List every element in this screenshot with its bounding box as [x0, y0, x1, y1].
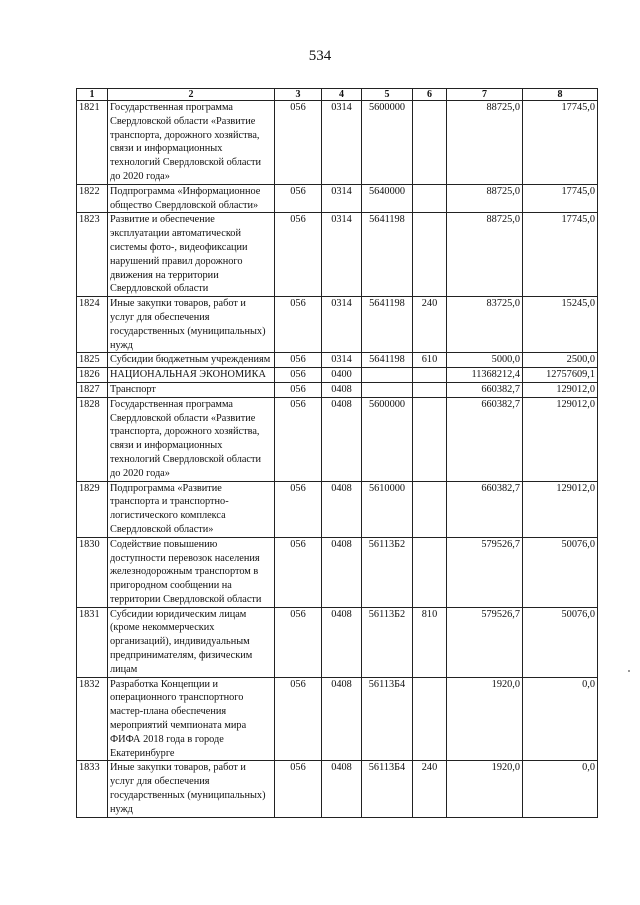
table-row [77, 353, 598, 368]
row-code-4: 0400 [322, 368, 362, 383]
row-code-4: 0314 [322, 297, 362, 353]
table-header-row [77, 89, 598, 101]
column-header: 8 [523, 89, 598, 101]
row-code-5 [362, 368, 413, 383]
row-name: Субсидии бюджетным учреждениям [108, 353, 275, 368]
row-name: Подпрограмма «Информационное общество Свердловской области» [108, 184, 275, 213]
row-amount-8: 129012,0 [523, 481, 598, 537]
row-code-5: 5641198 [362, 297, 413, 353]
row-number: 1831 [77, 607, 108, 677]
row-code-6 [413, 382, 447, 397]
row-code-6: 240 [413, 761, 447, 817]
row-code-3: 056 [275, 397, 322, 481]
row-code-5 [362, 382, 413, 397]
row-code-5: 5600000 [362, 101, 413, 185]
row-amount-8: 50076,0 [523, 537, 598, 607]
table-row [77, 213, 598, 297]
row-number: 1832 [77, 677, 108, 761]
row-number: 1826 [77, 368, 108, 383]
row-code-3: 056 [275, 607, 322, 677]
row-amount-7: 83725,0 [447, 297, 523, 353]
row-code-6 [413, 368, 447, 383]
table-row [77, 481, 598, 537]
column-header: 1 [77, 89, 108, 101]
column-header: 5 [362, 89, 413, 101]
row-code-5: 5640000 [362, 184, 413, 213]
row-name: НАЦИОНАЛЬНАЯ ЭКОНОМИКА [108, 368, 275, 383]
row-amount-7: 5000,0 [447, 353, 523, 368]
row-name: Иные закупки товаров, работ и услуг для обеспечения государственных (муниципальных) нужд [108, 761, 275, 817]
row-amount-8: 0,0 [523, 677, 598, 761]
row-code-3: 056 [275, 481, 322, 537]
row-code-3: 056 [275, 353, 322, 368]
row-code-6 [413, 397, 447, 481]
row-name: Транспорт [108, 382, 275, 397]
table-row [77, 397, 598, 481]
row-amount-8: 129012,0 [523, 397, 598, 481]
row-code-3: 056 [275, 368, 322, 383]
row-amount-7: 1920,0 [447, 677, 523, 761]
row-code-4: 0408 [322, 677, 362, 761]
row-amount-8: 17745,0 [523, 101, 598, 185]
row-code-4: 0408 [322, 761, 362, 817]
table-body [77, 101, 598, 818]
row-amount-7: 11368212,4 [447, 368, 523, 383]
row-code-3: 056 [275, 184, 322, 213]
row-code-4: 0408 [322, 481, 362, 537]
row-amount-7: 660382,7 [447, 397, 523, 481]
page-number: 534 [308, 48, 332, 64]
row-amount-7: 579526,7 [447, 607, 523, 677]
column-header: 2 [108, 89, 275, 101]
budget-table [76, 88, 598, 818]
row-code-6: 810 [413, 607, 447, 677]
row-code-4: 0408 [322, 382, 362, 397]
row-number: 1821 [77, 101, 108, 185]
table-row [77, 297, 598, 353]
row-number: 1829 [77, 481, 108, 537]
row-amount-7: 579526,7 [447, 537, 523, 607]
row-amount-8: 17745,0 [523, 184, 598, 213]
row-name: Субсидии юридическим лицам (кроме некоммерческих организаций), индивидуальным предпринимателям, физическим лицам [108, 607, 275, 677]
row-amount-8: 0,0 [523, 761, 598, 817]
row-code-5: 5641198 [362, 353, 413, 368]
row-code-6 [413, 537, 447, 607]
row-number: 1827 [77, 382, 108, 397]
row-code-5: 56113Б4 [362, 677, 413, 761]
row-code-3: 056 [275, 537, 322, 607]
row-code-5: 56113Б4 [362, 761, 413, 817]
row-amount-8: 2500,0 [523, 353, 598, 368]
column-header: 6 [413, 89, 447, 101]
row-amount-8: 12757609,1 [523, 368, 598, 383]
row-code-4: 0314 [322, 213, 362, 297]
table-row [77, 677, 598, 761]
scan-speck [628, 670, 630, 672]
row-code-4: 0408 [322, 607, 362, 677]
row-name: Подпрограмма «Развитие транспорта и транспортно-логистического комплекса Свердловской области» [108, 481, 275, 537]
row-amount-7: 660382,7 [447, 382, 523, 397]
row-code-6 [413, 213, 447, 297]
row-code-5: 56113Б2 [362, 537, 413, 607]
row-code-4: 0314 [322, 101, 362, 185]
row-code-6 [413, 481, 447, 537]
row-code-3: 056 [275, 761, 322, 817]
row-code-3: 056 [275, 213, 322, 297]
column-header: 7 [447, 89, 523, 101]
row-amount-7: 88725,0 [447, 101, 523, 185]
column-header: 4 [322, 89, 362, 101]
row-number: 1824 [77, 297, 108, 353]
column-header: 3 [275, 89, 322, 101]
row-name: Государственная программа Свердловской области «Развитие транспорта, дорожного хозяйства, связи и информационных технологий Свердловской области до 2020 года» [108, 101, 275, 185]
table-row [77, 368, 598, 383]
row-code-5: 5610000 [362, 481, 413, 537]
row-code-6: 610 [413, 353, 447, 368]
row-code-3: 056 [275, 101, 322, 185]
table-row [77, 761, 598, 817]
row-code-3: 056 [275, 677, 322, 761]
row-code-6 [413, 677, 447, 761]
row-code-4: 0408 [322, 537, 362, 607]
table-row [77, 382, 598, 397]
row-name: Содействие повышению доступности перевозок населения железнодорожным транспортом в пригородном сообщении на территории Свердловской области [108, 537, 275, 607]
table-row [77, 184, 598, 213]
row-code-3: 056 [275, 382, 322, 397]
row-amount-8: 129012,0 [523, 382, 598, 397]
row-code-5: 56113Б2 [362, 607, 413, 677]
row-amount-7: 88725,0 [447, 213, 523, 297]
row-amount-8: 15245,0 [523, 297, 598, 353]
row-name: Разработка Концепции и операционного транспортного мастер-плана обеспечения мероприятий чемпионата мира ФИФА 2018 года в городе Екатеринбурге [108, 677, 275, 761]
row-number: 1822 [77, 184, 108, 213]
row-code-6 [413, 101, 447, 185]
row-number: 1825 [77, 353, 108, 368]
row-name: Государственная программа Свердловской области «Развитие транспорта, дорожного хозяйства, связи и информационных технологий Свердловской области до 2020 года» [108, 397, 275, 481]
row-number: 1823 [77, 213, 108, 297]
row-code-3: 056 [275, 297, 322, 353]
row-amount-7: 1920,0 [447, 761, 523, 817]
row-code-6: 240 [413, 297, 447, 353]
row-number: 1828 [77, 397, 108, 481]
table-row [77, 101, 598, 185]
row-amount-7: 660382,7 [447, 481, 523, 537]
row-code-4: 0314 [322, 184, 362, 213]
row-amount-7: 88725,0 [447, 184, 523, 213]
row-name: Иные закупки товаров, работ и услуг для обеспечения государственных (муниципальных) нужд [108, 297, 275, 353]
table-row [77, 537, 598, 607]
row-code-4: 0314 [322, 353, 362, 368]
row-number: 1830 [77, 537, 108, 607]
row-code-5: 5641198 [362, 213, 413, 297]
row-code-4: 0408 [322, 397, 362, 481]
table-row [77, 607, 598, 677]
row-amount-8: 50076,0 [523, 607, 598, 677]
row-number: 1833 [77, 761, 108, 817]
row-amount-8: 17745,0 [523, 213, 598, 297]
row-code-6 [413, 184, 447, 213]
row-code-5: 5600000 [362, 397, 413, 481]
row-name: Развитие и обеспечение эксплуатации автоматической системы фото-, видеофиксации нарушений правил дорожного движения на территории Свердловской области [108, 213, 275, 297]
